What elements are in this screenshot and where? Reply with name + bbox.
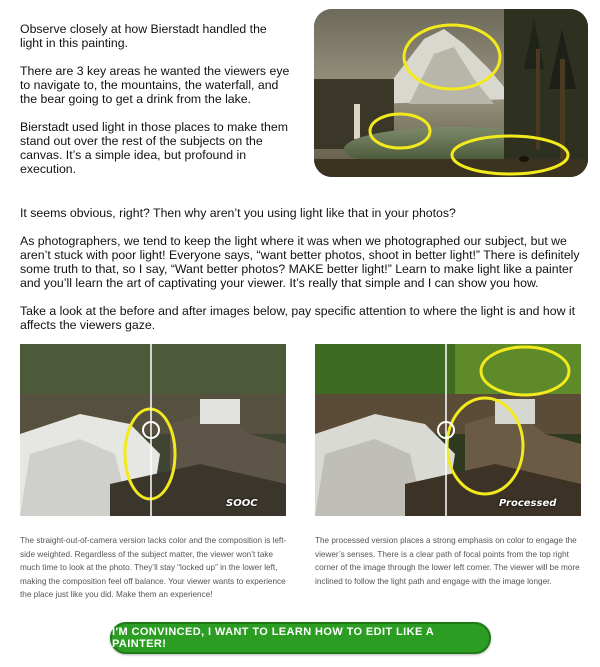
body-paragraph-2: As photographers, we tend to keep the light where it was when we photographed our subject, but we aren’t stuck with poor light! Everyone says, “want better photos, shoot in better light!” There is definitely some truth to that, so I say, “Want better photos? MAKE better light!” Learn to make light like a painter and you’ll learn the art of captivating your viewer. It’s really that simple and I can show you how. (20, 234, 580, 290)
sooc-label: SOOC (226, 498, 258, 509)
processed-label: Processed (499, 498, 557, 509)
learn-to-edit-cta-button[interactable] (110, 622, 491, 654)
cta-label: I'M CONVINCED, I WANT TO LEARN HOW TO EDIT LIKE A PAINTER! (112, 626, 434, 650)
bierstadt-painting-image (314, 9, 588, 177)
intro-paragraph-3: Bierstadt used light in those places to make them stand out over the rest of the subjects on the canvas. It’s a simple idea, but profound in execution. (20, 120, 288, 176)
intro-paragraph-2: There are 3 key areas he wanted the viewers eye to navigate to, the mountains, the waterfall, and the bear going to get a drink from the lake. (20, 64, 290, 106)
body-paragraph-3: Take a look at the before and after images below, pay specific attention to where the light is and how it affects the viewers gaze. (20, 304, 576, 332)
before-after-slider-sooc[interactable] (20, 344, 286, 516)
body-paragraph-1: It seems obvious, right? Then why aren’t you using light like that in your photos? (20, 206, 456, 220)
intro-paragraph-1: Observe closely at how Bierstadt handled the light in this painting. (20, 22, 267, 50)
caption-sooc: The straight-out-of-camera version lacks color and the composition is left-side weighted. Regardless of the subject matter, the viewer won’t take much time to look at the photo. They’ll stay “locked up” in the lower left, making the composition feel off balance. Your viewer wants to experience the place just like you did. Make them an experience! (20, 536, 287, 600)
before-after-slider-processed[interactable] (315, 344, 581, 516)
caption-processed: The processed version places a strong emphasis on color to engage the viewer’s senses. There is a clear path of focal points from the top right corner of the image through the lower left corner. The viewer will be more inclined to follow the light path and engage with the image longer. (315, 536, 580, 586)
body-text (20, 206, 585, 346)
intro-text (20, 22, 290, 190)
